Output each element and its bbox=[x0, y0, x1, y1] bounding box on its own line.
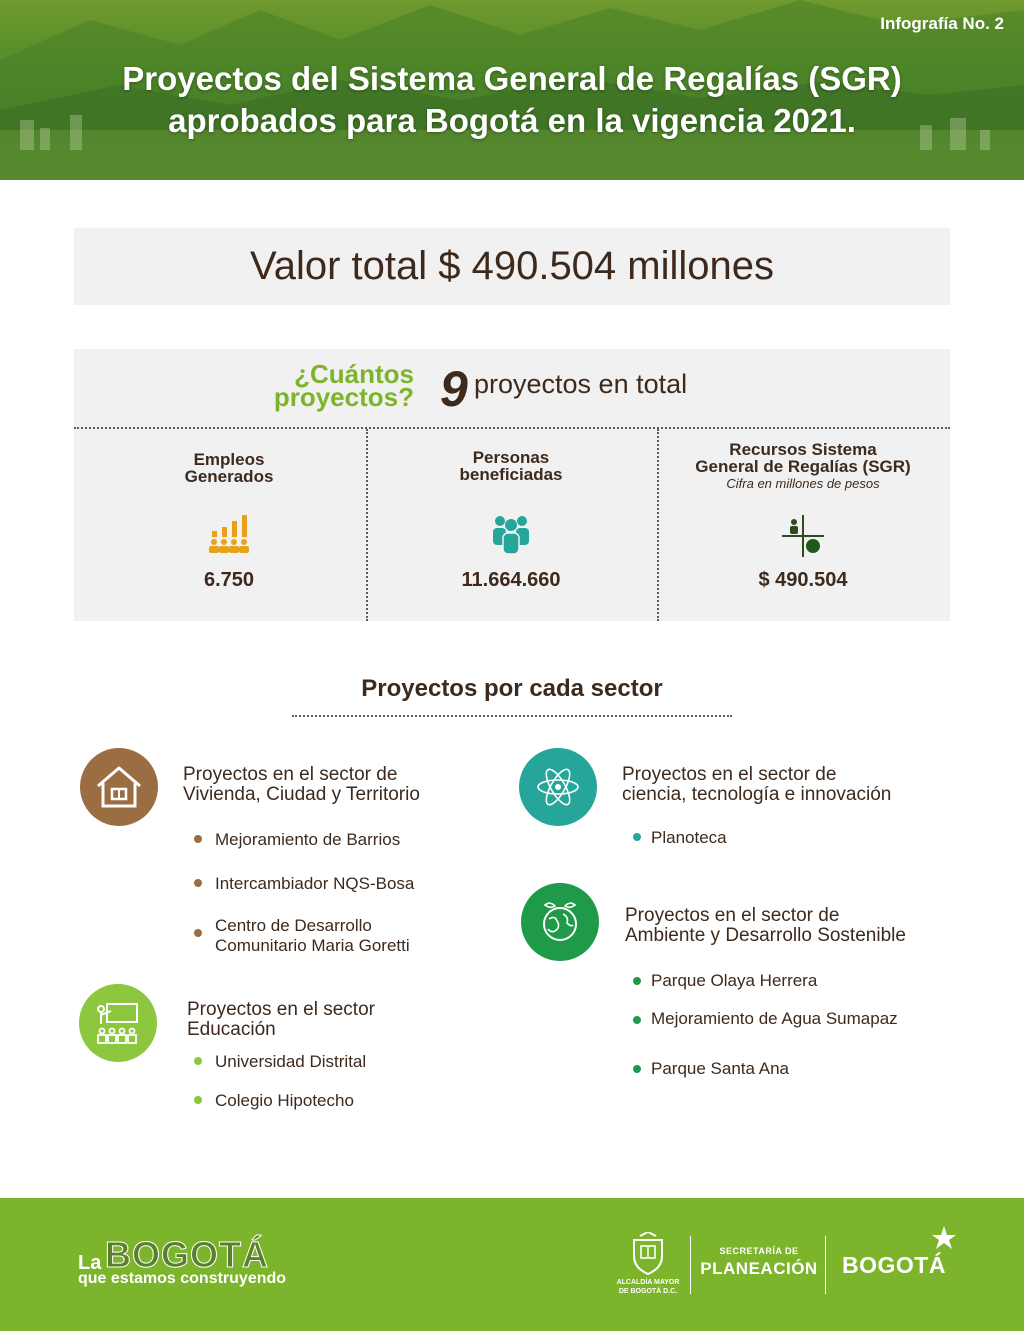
bullet-dot bbox=[633, 977, 641, 985]
coat-of-arms-icon bbox=[628, 1232, 668, 1276]
sector-name-line-2: Educación bbox=[187, 1019, 276, 1040]
sector-name-line-2: ciencia, tecnología e innovación bbox=[622, 784, 892, 805]
logo-bogota-word: BOGOTÁ bbox=[105, 1234, 269, 1275]
stat-personas bbox=[366, 429, 656, 621]
alcaldia-logo bbox=[618, 1232, 678, 1302]
stat-label-line-1: Empleos bbox=[193, 450, 265, 469]
projects-count-text: proyectos en total bbox=[474, 369, 688, 399]
stat-label-line-2: Generados bbox=[184, 467, 274, 486]
projects-question bbox=[224, 359, 414, 412]
divider bbox=[292, 715, 732, 717]
bullet-dot bbox=[194, 1096, 202, 1104]
ciencia-sector-badge bbox=[519, 748, 597, 826]
stat-value: 11.664.660 bbox=[461, 569, 561, 591]
projects-count: 9 bbox=[440, 361, 468, 417]
stat-recursos bbox=[658, 429, 948, 621]
atom-icon bbox=[533, 762, 583, 812]
stat-label-line-2: General de Regalías (SGR) bbox=[695, 457, 911, 476]
total-value-text: Valor total $ 490.504 millones bbox=[249, 244, 775, 288]
list-item: Intercambiador NQS-Bosa bbox=[215, 874, 415, 893]
stat-label-line-1: Recursos Sistema bbox=[729, 440, 877, 459]
globe-leaves-icon bbox=[535, 897, 585, 947]
bullet-dot bbox=[633, 1016, 641, 1024]
planeacion-logo bbox=[700, 1246, 818, 1279]
list-item: Mejoramiento de Agua Sumapaz bbox=[651, 1009, 898, 1028]
bullet-dot bbox=[633, 1065, 641, 1073]
divider bbox=[825, 1236, 826, 1294]
list-item: Colegio Hipotecho bbox=[215, 1091, 354, 1110]
sector-name-line-2: Ambiente y Desarrollo Sostenible bbox=[625, 925, 906, 946]
educacion-sector-badge bbox=[79, 984, 157, 1062]
house-icon bbox=[94, 764, 144, 810]
logo-la: La bbox=[78, 1252, 102, 1274]
bar-chart-people-icon bbox=[208, 513, 250, 555]
sector-name-line-1: Proyectos en el sector de bbox=[622, 764, 837, 785]
divider bbox=[690, 1236, 691, 1294]
stat-label bbox=[366, 449, 656, 483]
stat-label-line-1: Personas bbox=[472, 448, 550, 467]
question-line-2: proyectos? bbox=[273, 382, 414, 412]
stats-panel bbox=[74, 349, 950, 621]
vivienda-sector-name bbox=[183, 765, 420, 805]
bullet-dot bbox=[194, 879, 202, 887]
stat-empleos bbox=[84, 429, 374, 621]
ambiente-sector-name bbox=[625, 906, 906, 946]
stat-value: 6.750 bbox=[203, 569, 255, 591]
stat-label bbox=[84, 451, 374, 485]
bullet-dot bbox=[194, 929, 202, 937]
la-bogota-logo bbox=[78, 1228, 308, 1294]
list-item: Parque Santa Ana bbox=[651, 1059, 790, 1078]
sector-name-line-2: Vivienda, Ciudad y Territorio bbox=[183, 784, 420, 805]
title-line-2: aprobados para Bogotá en la vigencia 2021. bbox=[168, 102, 856, 139]
sector-name-line-1: Proyectos en el sector de bbox=[183, 764, 398, 785]
page-title bbox=[0, 58, 1024, 142]
stat-label bbox=[658, 441, 948, 475]
alcaldia-line-2: DE BOGOTÁ D.C. bbox=[618, 1288, 678, 1295]
bogota-logo: BOGOTÁ bbox=[842, 1252, 946, 1278]
ambiente-sector-badge bbox=[521, 883, 599, 961]
stat-label-line-2: beneficiadas bbox=[459, 465, 563, 484]
star-icon bbox=[930, 1224, 958, 1252]
list-item-line-1: Centro de Desarrollo bbox=[215, 916, 372, 935]
sector-name-line-1: Proyectos en el sector bbox=[187, 999, 375, 1020]
logo-slogan: que estamos construyendo bbox=[78, 1270, 287, 1287]
infographic-number: Infografía No. 2 bbox=[880, 14, 1004, 33]
resources-icon bbox=[782, 515, 824, 557]
educacion-sector-name bbox=[187, 1000, 375, 1040]
list-item: Parque Olaya Herrera bbox=[651, 971, 818, 990]
list-item-line-2: Comunitario Maria Goretti bbox=[215, 936, 410, 955]
bullet-dot bbox=[633, 833, 641, 841]
bullet-dot bbox=[194, 1057, 202, 1065]
list-item: Universidad Distrital bbox=[215, 1052, 367, 1071]
sectors-title: Proyectos por cada sector bbox=[361, 675, 663, 702]
bullet-dot bbox=[194, 835, 202, 843]
list-item: Mejoramiento de Barrios bbox=[215, 830, 401, 849]
list-item bbox=[215, 916, 410, 956]
people-group-icon bbox=[491, 513, 531, 555]
stat-value: $ 490.504 bbox=[758, 569, 848, 591]
projects-count-row bbox=[74, 349, 950, 427]
ciencia-sector-name bbox=[622, 765, 891, 805]
classroom-icon bbox=[93, 1000, 143, 1046]
list-item: Planoteca bbox=[651, 828, 727, 847]
sector-name-line-1: Proyectos en el sector de bbox=[625, 905, 840, 926]
stat-sublabel: Cifra en millones de pesos bbox=[726, 476, 880, 491]
secretaria-text: SECRETARÍA DE bbox=[719, 1246, 799, 1256]
total-value-box bbox=[74, 228, 950, 305]
title-line-1: Proyectos del Sistema General de Regalías (SGR) bbox=[122, 60, 902, 97]
vivienda-sector-badge bbox=[80, 748, 158, 826]
planeacion-text: PLANEACIÓN bbox=[700, 1259, 818, 1278]
header-banner bbox=[0, 0, 1024, 180]
question-line-1: ¿Cuántos bbox=[294, 359, 414, 389]
alcaldia-line-1: ALCALDÍA MAYOR bbox=[616, 1279, 680, 1286]
